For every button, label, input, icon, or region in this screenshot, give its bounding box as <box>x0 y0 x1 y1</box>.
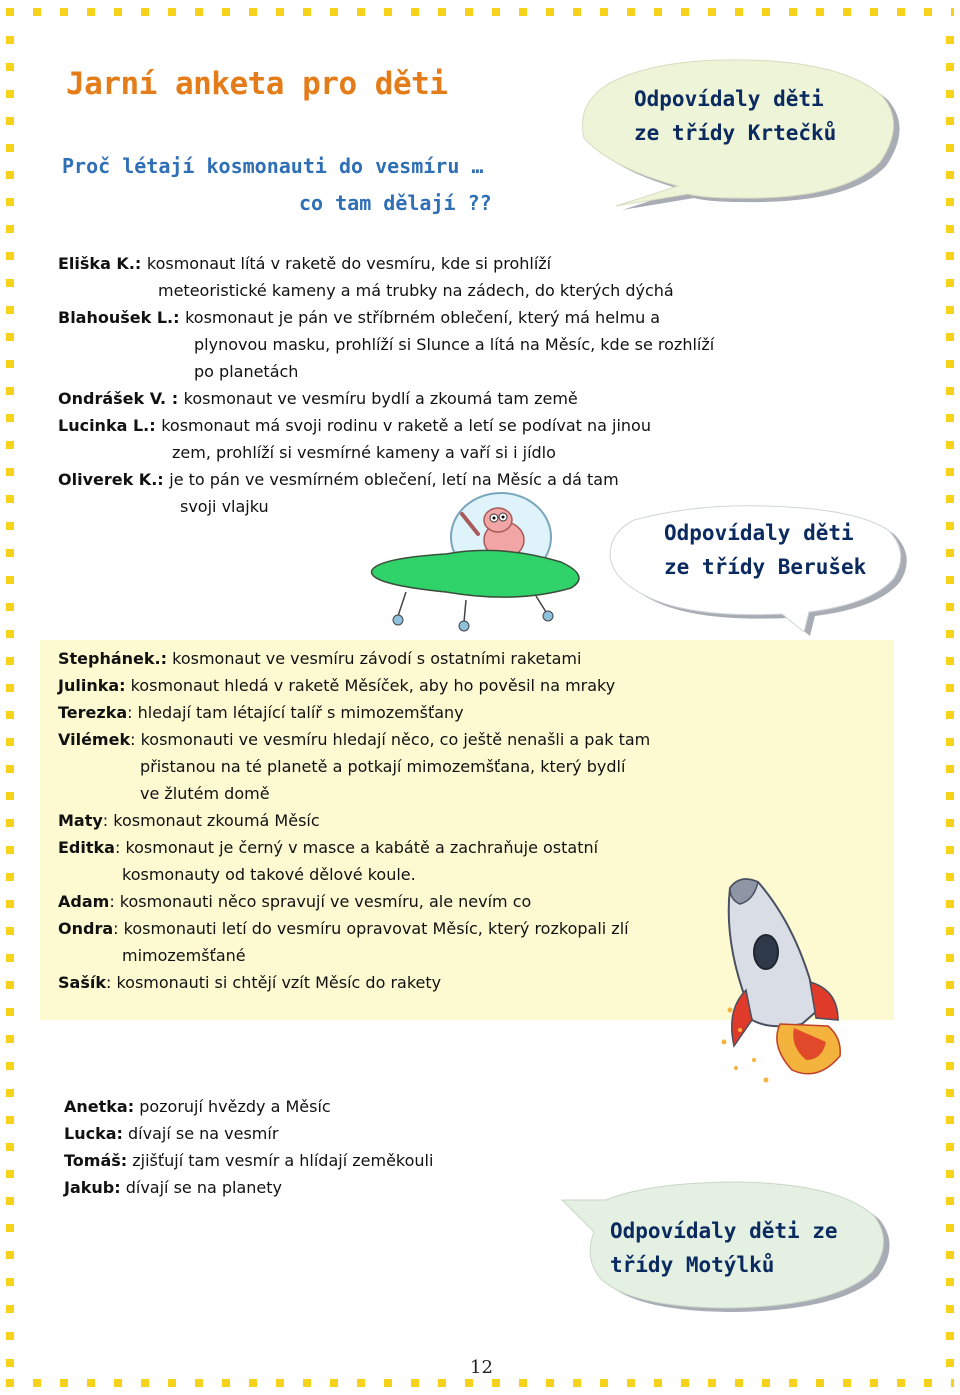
bubble-line-1: Odpovídaly děti <box>634 87 824 111</box>
answer-row: Vilémek: kosmonauti ve vesmíru hledají něco, co ještě nenašli a pak tam přistanou na té planetě a potkají mimozemšťana, který bydlí ve žlutém domě <box>58 726 650 807</box>
answer-text-cont: přistanou na té planetě a potkají mimozemšťana, který bydlí <box>140 757 626 776</box>
answer-text: je to pán ve vesmírném oblečení, letí na Měsíc a dá tam <box>169 470 619 489</box>
child-name: Oliverek K. <box>58 470 158 489</box>
page-title: Jarní anketa pro děti <box>66 66 448 102</box>
speech-bubble-berusek <box>604 500 914 636</box>
answer-row <box>64 1147 433 1174</box>
answer-text: kosmonaut lítá v raketě do vesmíru, kde si prohlíží <box>146 254 552 273</box>
page-border-bottom <box>6 1379 954 1387</box>
page-subtitle <box>62 148 492 222</box>
answer-row: Oliverek K.: je to pán ve vesmírném oblečení, letí na Měsíc a dá tam svoji vlajku <box>58 466 714 520</box>
speech-bubble-krtecku <box>576 58 906 228</box>
bubble-line-2: ze třídy Krtečků <box>634 121 837 145</box>
answer-row: Eliška K.: kosmonaut lítá v raketě do vesmíru, kde si prohlíží meteoristické kameny a má trubky na zádech, do kterých dýchá <box>58 250 714 304</box>
child-name: Lucinka L. <box>58 416 150 435</box>
answer-row: Ondra: kosmonauti letí do vesmíru opravovat Měsíc, který rozkopali zlí mimozemšťané <box>58 915 650 969</box>
answer-text: hledají tam létající talíř s mimozemšťany <box>137 703 464 722</box>
page-number: 12 <box>470 1357 493 1378</box>
answer-text-cont: meteoristické kameny a má trubky na zádech, do kterých dýchá <box>158 281 674 300</box>
child-name: Vilémek <box>58 730 131 749</box>
answer-row <box>64 1120 433 1147</box>
answer-text: kosmonauti ve vesmíru hledají něco, co ještě nenašli a pak tam <box>140 730 651 749</box>
bubble-line-1: Odpovídaly děti <box>664 521 854 545</box>
answer-text: kosmonaut má svoji rodinu v raketě a letí se podívat na jinou <box>161 416 651 435</box>
answer-text: dívají se na vesmír <box>128 1124 279 1143</box>
child-name: Ondra <box>58 919 114 938</box>
child-name: Sašík <box>58 973 106 992</box>
child-name: Anetka: <box>64 1097 135 1116</box>
answer-text: zjišťují tam vesmír a hlídají zeměkouli <box>132 1151 434 1170</box>
answer-row: Sašík: kosmonauti si chtějí vzít Měsíc do rakety <box>58 973 442 992</box>
answer-text: kosmonauti si chtějí vzít Měsíc do rakety <box>116 973 442 992</box>
answer-row: Ondrášek V. : kosmonaut ve vesmíru bydlí a zkoumá tam země <box>58 389 578 408</box>
bubble-line-2: ze třídy Berušek <box>664 555 867 579</box>
answer-row: Stephánek.: kosmonaut ve vesmíru závodí s ostatními raketami <box>58 649 582 668</box>
answer-text: pozorují hvězdy a Měsíc <box>139 1097 331 1116</box>
answer-text: kosmonauti něco spravují ve vesmíru, ale nevím co <box>119 892 532 911</box>
answer-row <box>58 672 650 699</box>
page-border-left <box>6 36 14 1367</box>
subtitle-line-1: Proč létají kosmonauti do vesmíru … <box>62 154 484 178</box>
answer-row: Maty: kosmonaut zkoumá Měsíc <box>58 811 320 830</box>
answer-text-cont: zem, prohlíží si vesmírné kameny a vaří si i jídlo <box>172 443 556 462</box>
answer-text-cont: svoji vlajku <box>180 497 269 516</box>
answer-row: Blahoušek L.: kosmonaut je pán ve stříbrném oblečení, který má helmu a plynovou masku, prohlíží si Slunce a lítá na Měsíc, kde se rozhlíží po planetách <box>58 304 714 385</box>
answer-text: kosmonaut hledá v raketě Měsíček, aby ho pověsil na mraky <box>130 676 616 695</box>
child-name: Adam <box>58 892 110 911</box>
answer-row: Terezka: hledají tam létající talíř s mimozemšťany <box>58 703 464 722</box>
answer-text-cont: po planetách <box>194 362 299 381</box>
ufo-alien-illustration <box>366 492 586 642</box>
answer-text-cont: mimozemšťané <box>122 946 246 965</box>
answer-text: kosmonaut ve vesmíru závodí s ostatními raketami <box>172 649 582 668</box>
child-name: Lucka: <box>64 1124 123 1143</box>
speech-bubble-motylku <box>560 1160 900 1320</box>
answers-group-krtecku <box>58 250 714 520</box>
answer-row: Adam: kosmonauti něco spravují ve vesmíru, ale nevím co <box>58 892 532 911</box>
answer-text-cont: ve žlutém domě <box>140 784 270 803</box>
rocket-illustration <box>710 870 860 1100</box>
answer-text: kosmonaut je pán ve stříbrném oblečení, který má helmu a <box>185 308 661 327</box>
answers-group-berusek <box>58 645 650 996</box>
child-name: Eliška K. <box>58 254 135 273</box>
answer-row <box>64 1174 433 1201</box>
answers-group-motylku <box>64 1093 433 1201</box>
child-name: Jakub: <box>64 1178 121 1197</box>
answer-row <box>64 1093 433 1120</box>
bubble-line-1: Odpovídaly děti ze <box>610 1219 838 1243</box>
answer-text: dívají se na planety <box>125 1178 283 1197</box>
answer-row: Lucinka L.: kosmonaut má svoji rodinu v raketě a letí se podívat na jinou zem, prohlíží si vesmírné kameny a vaří si i jídlo <box>58 412 714 466</box>
child-name: Julinka: <box>58 676 126 695</box>
child-name: Stephánek. <box>58 649 161 668</box>
bubble-line-2: třídy Motýlků <box>610 1253 775 1277</box>
answer-row: Editka: kosmonaut je černý v masce a kabátě a zachraňuje ostatní kosmonauty od takové dělové koule. <box>58 834 650 888</box>
subtitle-line-2: co tam dělají ?? <box>299 191 492 215</box>
answer-text: kosmonaut ve vesmíru bydlí a zkoumá tam země <box>183 389 578 408</box>
child-name: Ondrášek V. <box>58 389 167 408</box>
child-name: Terezka <box>58 703 128 722</box>
child-name: Tomáš: <box>64 1151 128 1170</box>
answer-text-cont: plynovou masku, prohlíží si Slunce a lítá na Měsíc, kde se rozhlíží <box>194 335 715 354</box>
child-name: Editka <box>58 838 115 857</box>
answer-text: kosmonaut je černý v masce a kabátě a zachraňuje ostatní <box>125 838 599 857</box>
page-border-top <box>6 8 954 16</box>
answer-text: kosmonaut zkoumá Měsíc <box>113 811 320 830</box>
page-border-right <box>946 36 954 1367</box>
child-name: Maty <box>58 811 103 830</box>
answer-text: kosmonauti letí do vesmíru opravovat Měsíc, který rozkopali zlí <box>123 919 629 938</box>
child-name: Blahoušek L. <box>58 308 174 327</box>
answer-text-cont: kosmonauty od takové dělové koule. <box>122 865 416 884</box>
